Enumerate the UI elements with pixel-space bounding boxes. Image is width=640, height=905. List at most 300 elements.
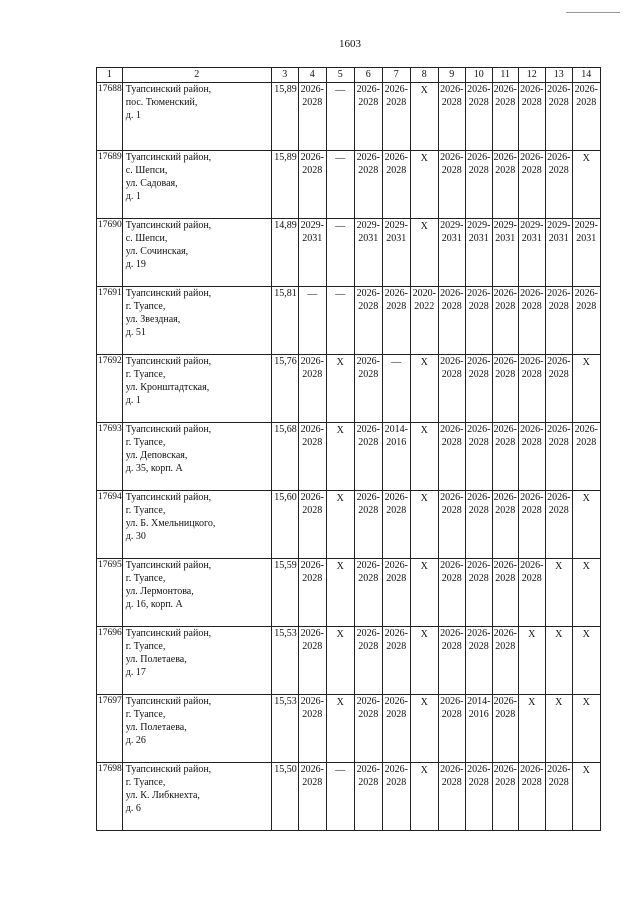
address-line: г. Туапсе, (125, 777, 166, 788)
address-line: г. Туапсе, (125, 301, 166, 312)
cell-text: 2026- (520, 560, 544, 571)
mark-cell (326, 627, 354, 695)
period-cell (572, 423, 600, 491)
cell-text: 2026- (356, 424, 380, 435)
cell-text: 2026- (356, 356, 380, 367)
cell-text: 2026- (520, 152, 544, 163)
cell-text: 2026- (574, 424, 598, 435)
cell-text: 2028 (521, 97, 542, 108)
table-header (97, 68, 601, 83)
period-cell (492, 355, 518, 423)
area-cell: 15,81 (271, 287, 298, 355)
mark-cell (326, 355, 354, 423)
cell-text: 2026- (384, 152, 408, 163)
cell-text: X (336, 561, 344, 572)
cell-text: 2026- (300, 492, 324, 503)
address-line: д. 26 (125, 735, 146, 746)
mark-cell (326, 219, 354, 287)
cell-text: 2026- (467, 764, 491, 775)
period-cell (298, 627, 326, 695)
period-cell (354, 491, 382, 559)
address-cell (122, 287, 271, 355)
period-cell (354, 355, 382, 423)
address-cell (122, 151, 271, 219)
period-cell (492, 287, 518, 355)
period-cell (545, 151, 572, 219)
period-cell (298, 83, 326, 151)
cell-text: 2026- (467, 84, 491, 95)
cell-text: 2026- (440, 152, 464, 163)
cell-text: 2014- (467, 696, 491, 707)
address-line: д. 1 (125, 191, 141, 202)
row-number: 17688 (97, 83, 123, 151)
cell-text: 2026- (520, 288, 544, 299)
cell-text: 2026- (440, 492, 464, 503)
cell-text: 2026- (356, 764, 380, 775)
cell-text: 2028 (441, 369, 462, 380)
cell-text: 2028 (521, 777, 542, 788)
period-cell (438, 695, 465, 763)
cell-text: 2026- (467, 492, 491, 503)
cell-text: 2028 (548, 777, 569, 788)
address-line: г. Туапсе, (125, 641, 166, 652)
cell-text: 2028 (495, 165, 516, 176)
table-row (97, 83, 601, 151)
mark-cell (410, 219, 438, 287)
cell-text: 2028 (302, 573, 323, 584)
cell-text: 2028 (302, 709, 323, 720)
period-cell (382, 83, 410, 151)
cell-text: 2028 (495, 369, 516, 380)
period-cell (492, 423, 518, 491)
period-cell (354, 559, 382, 627)
cell-text: X (420, 221, 428, 232)
cell-text: 2026- (300, 424, 324, 435)
cell-text: 2028 (468, 505, 489, 516)
address-line: Туапсинский район, (125, 288, 212, 299)
area-cell: 15,53 (271, 627, 298, 695)
cell-text: 2029- (356, 220, 380, 231)
cell-text: 2028 (521, 301, 542, 312)
period-cell (298, 763, 326, 831)
period-cell (298, 695, 326, 763)
cell-text: X (420, 153, 428, 164)
address-line: с. Шепси, (125, 165, 168, 176)
cell-text: 2029- (384, 220, 408, 231)
cell-text: 2028 (468, 369, 489, 380)
cell-text: X (336, 629, 344, 640)
cell-text: 2022 (414, 301, 435, 312)
mark-cell (518, 627, 545, 695)
cell-text: 2026- (493, 356, 517, 367)
cell-text: X (420, 357, 428, 368)
cell-text: 2028 (548, 97, 569, 108)
mark-cell (572, 355, 600, 423)
period-cell (298, 491, 326, 559)
cell-text: 2026- (356, 492, 380, 503)
address-cell (122, 83, 271, 151)
cell-text: X (582, 629, 590, 640)
cell-text: 2026- (467, 288, 491, 299)
cell-text: X (582, 153, 590, 164)
cell-text: 2028 (441, 641, 462, 652)
period-cell (382, 151, 410, 219)
cell-text: X (420, 425, 428, 436)
cell-text: 2026- (493, 152, 517, 163)
period-cell (492, 219, 518, 287)
period-cell (382, 695, 410, 763)
table-row (97, 695, 601, 763)
cell-text: 2026- (356, 628, 380, 639)
cell-text: 2028 (302, 97, 323, 108)
cell-text: 2028 (302, 505, 323, 516)
mark-cell (410, 423, 438, 491)
cell-text: 2028 (468, 777, 489, 788)
address-line: д. 1 (125, 110, 141, 121)
row-number: 17691 (97, 287, 123, 355)
period-cell (438, 83, 465, 151)
cell-text: X (528, 629, 536, 640)
cell-text: 2026- (440, 84, 464, 95)
period-cell (438, 355, 465, 423)
address-line: ул. Б. Хмельницкого, (125, 518, 216, 529)
cell-text: — (335, 153, 346, 164)
area-cell: 15,60 (271, 491, 298, 559)
cell-text: 2026- (300, 764, 324, 775)
column-header: 1 (97, 68, 123, 83)
cell-text: 2026- (440, 628, 464, 639)
cell-text: 2026- (300, 152, 324, 163)
cell-text: 2029- (574, 220, 598, 231)
column-header: 3 (271, 68, 298, 83)
cell-text: 2026- (493, 84, 517, 95)
cell-text: 2026- (384, 764, 408, 775)
cell-text: 2028 (468, 573, 489, 584)
address-line: ул. Садовая, (125, 178, 178, 189)
mark-cell (545, 559, 572, 627)
cell-text: 2026- (356, 288, 380, 299)
cell-text: 2026- (384, 560, 408, 571)
table-row (97, 763, 601, 831)
mark-cell (326, 763, 354, 831)
period-cell (382, 627, 410, 695)
cell-text: 2028 (386, 641, 407, 652)
cell-text: 2028 (386, 573, 407, 584)
cell-text: 2026- (384, 492, 408, 503)
cell-text: 2026- (440, 288, 464, 299)
cell-text: — (335, 765, 346, 776)
cell-text: 2028 (441, 709, 462, 720)
period-cell (438, 423, 465, 491)
period-cell (492, 83, 518, 151)
address-line: ул. Полетаева, (125, 722, 187, 733)
period-cell (518, 559, 545, 627)
area-cell: 15,59 (271, 559, 298, 627)
address-line: г. Туапсе, (125, 573, 166, 584)
period-cell (572, 83, 600, 151)
cell-text: 2028 (495, 437, 516, 448)
mark-cell (572, 627, 600, 695)
cell-text: 2026- (300, 356, 324, 367)
address-cell (122, 491, 271, 559)
period-cell (298, 559, 326, 627)
cell-text: 2029- (493, 220, 517, 231)
period-cell (298, 219, 326, 287)
period-cell (382, 423, 410, 491)
address-line: д. 17 (125, 667, 146, 678)
cell-text: 2028 (386, 301, 407, 312)
mark-cell (326, 423, 354, 491)
cell-text: 2028 (358, 437, 379, 448)
period-cell (382, 219, 410, 287)
cell-text: X (420, 629, 428, 640)
table-row (97, 287, 601, 355)
period-cell (465, 83, 492, 151)
column-header: 11 (492, 68, 518, 83)
address-line: ул. Звездная, (125, 314, 181, 325)
table-row (97, 423, 601, 491)
period-cell (465, 219, 492, 287)
period-cell (382, 491, 410, 559)
cell-text: X (420, 765, 428, 776)
cell-text: 2028 (521, 573, 542, 584)
mark-cell (410, 763, 438, 831)
address-line: с. Шепси, (125, 233, 168, 244)
cell-text: 2028 (521, 505, 542, 516)
address-line: Туапсинский район, (125, 764, 212, 775)
cell-text: X (555, 629, 563, 640)
area-cell: 14,89 (271, 219, 298, 287)
address-cell (122, 695, 271, 763)
cell-text: 2028 (548, 369, 569, 380)
cell-text: 2029- (300, 220, 324, 231)
row-number: 17696 (97, 627, 123, 695)
cell-text: 2031 (548, 233, 569, 244)
address-line: г. Туапсе, (125, 505, 166, 516)
mark-cell (410, 355, 438, 423)
cell-text: 2029- (520, 220, 544, 231)
cell-text: X (336, 425, 344, 436)
mark-cell (572, 151, 600, 219)
cell-text: 2028 (386, 97, 407, 108)
cell-text: X (336, 493, 344, 504)
cell-text: 2031 (576, 233, 597, 244)
row-number: 17689 (97, 151, 123, 219)
cell-text: 2028 (441, 573, 462, 584)
cell-text: X (420, 697, 428, 708)
table-row (97, 491, 601, 559)
cell-text: 2026- (384, 628, 408, 639)
cell-text: 2028 (576, 97, 597, 108)
period-cell (465, 559, 492, 627)
cell-text: 2026- (300, 628, 324, 639)
address-line: ул. Сочинская, (125, 246, 189, 257)
cell-text: 2026- (520, 424, 544, 435)
cell-text: 2028 (468, 165, 489, 176)
cell-text: 2026- (493, 628, 517, 639)
row-number: 17698 (97, 763, 123, 831)
period-cell (354, 423, 382, 491)
cell-text: 2028 (302, 437, 323, 448)
cell-text: — (307, 289, 318, 300)
cell-text: — (391, 357, 402, 368)
top-rule (566, 12, 620, 13)
address-line: Туапсинский район, (125, 696, 212, 707)
period-cell (545, 287, 572, 355)
page-number: 1603 (339, 38, 361, 50)
area-cell: 15,76 (271, 355, 298, 423)
address-line: д. 51 (125, 327, 146, 338)
period-cell (465, 695, 492, 763)
cell-text: 2028 (386, 777, 407, 788)
cell-text: 2028 (495, 709, 516, 720)
period-cell (518, 83, 545, 151)
cell-text: 2028 (302, 369, 323, 380)
period-cell (492, 695, 518, 763)
cell-text: 2026- (493, 696, 517, 707)
cell-text: 2026- (356, 560, 380, 571)
period-cell (354, 763, 382, 831)
period-cell (465, 151, 492, 219)
mark-cell (326, 83, 354, 151)
cell-text: 2028 (548, 437, 569, 448)
period-cell (492, 151, 518, 219)
mark-cell (326, 559, 354, 627)
cell-text: 2028 (548, 165, 569, 176)
mark-cell (518, 695, 545, 763)
cell-text: 2026- (520, 84, 544, 95)
cell-text: 2029- (467, 220, 491, 231)
cell-text: 2026- (440, 424, 464, 435)
cell-text: 2028 (358, 301, 379, 312)
cell-text: 2026- (547, 424, 571, 435)
cell-text: X (555, 697, 563, 708)
period-cell (492, 491, 518, 559)
cell-text: 2028 (302, 777, 323, 788)
cell-text: 2028 (441, 777, 462, 788)
row-number: 17693 (97, 423, 123, 491)
address-line: Туапсинский район, (125, 356, 212, 367)
cell-text: 2028 (468, 97, 489, 108)
address-line: г. Туапсе, (125, 369, 166, 380)
period-cell (438, 491, 465, 559)
mark-cell (410, 695, 438, 763)
period-cell (492, 627, 518, 695)
column-header: 2 (122, 68, 271, 83)
cell-text: 2028 (495, 97, 516, 108)
cell-text: 2028 (495, 573, 516, 584)
cell-text: 2028 (386, 709, 407, 720)
address-line: г. Туапсе, (125, 437, 166, 448)
period-cell (518, 151, 545, 219)
address-line: д. 19 (125, 259, 146, 270)
period-cell (518, 423, 545, 491)
period-cell (518, 219, 545, 287)
cell-text: 2028 (468, 437, 489, 448)
table-row (97, 219, 601, 287)
area-cell: 15,89 (271, 151, 298, 219)
cell-text: 2028 (386, 165, 407, 176)
data-table (96, 67, 601, 831)
row-number: 17690 (97, 219, 123, 287)
mark-cell (572, 763, 600, 831)
column-header: 6 (354, 68, 382, 83)
cell-text: X (555, 561, 563, 572)
cell-text: 2014- (384, 424, 408, 435)
cell-text: 2028 (358, 165, 379, 176)
period-cell (545, 423, 572, 491)
header-row (97, 68, 601, 83)
cell-text: 2028 (302, 165, 323, 176)
cell-text: 2028 (441, 301, 462, 312)
column-header: 13 (545, 68, 572, 83)
cell-text: 2028 (358, 641, 379, 652)
address-line: Туапсинский район, (125, 424, 212, 435)
period-cell (465, 627, 492, 695)
area-cell: 15,89 (271, 83, 298, 151)
cell-text: 2026- (356, 84, 380, 95)
cell-text: 2026- (300, 84, 324, 95)
cell-text: X (582, 493, 590, 504)
cell-text: 2028 (548, 301, 569, 312)
address-line: Туапсинский район, (125, 152, 212, 163)
cell-text: 2026- (547, 84, 571, 95)
cell-text: 2026- (547, 356, 571, 367)
column-header: 8 (410, 68, 438, 83)
cell-text: 2026- (493, 288, 517, 299)
cell-text: 2028 (358, 777, 379, 788)
cell-text: 2026- (384, 288, 408, 299)
address-line: д. 35, корп. А (125, 463, 183, 474)
address-line: Туапсинский район, (125, 492, 212, 503)
period-cell (438, 559, 465, 627)
cell-text: 2028 (358, 369, 379, 380)
mark-cell (326, 695, 354, 763)
cell-text: 2028 (521, 369, 542, 380)
period-cell (545, 355, 572, 423)
address-line: д. 1 (125, 395, 141, 406)
mark-cell (572, 491, 600, 559)
mark-cell (410, 559, 438, 627)
period-cell (354, 219, 382, 287)
address-line: д. 30 (125, 531, 146, 542)
period-cell (572, 287, 600, 355)
cell-text: 2026- (356, 152, 380, 163)
cell-text: 2026- (467, 628, 491, 639)
mark-cell (545, 695, 572, 763)
period-cell (438, 151, 465, 219)
cell-text: 2026- (520, 764, 544, 775)
mark-cell (410, 627, 438, 695)
cell-text: 2026- (300, 560, 324, 571)
period-cell (518, 355, 545, 423)
cell-text: 2026- (467, 424, 491, 435)
cell-text: 2026- (493, 424, 517, 435)
cell-text: 2031 (495, 233, 516, 244)
column-header: 12 (518, 68, 545, 83)
cell-text: 2026- (467, 152, 491, 163)
table-row (97, 559, 601, 627)
mark-cell (410, 83, 438, 151)
cell-text: 2026- (547, 152, 571, 163)
row-number: 17695 (97, 559, 123, 627)
cell-text: 2026- (440, 356, 464, 367)
cell-text: 2026- (547, 492, 571, 503)
cell-text: X (420, 561, 428, 572)
cell-text: X (336, 357, 344, 368)
cell-text: 2026- (547, 764, 571, 775)
address-line: г. Туапсе, (125, 709, 166, 720)
